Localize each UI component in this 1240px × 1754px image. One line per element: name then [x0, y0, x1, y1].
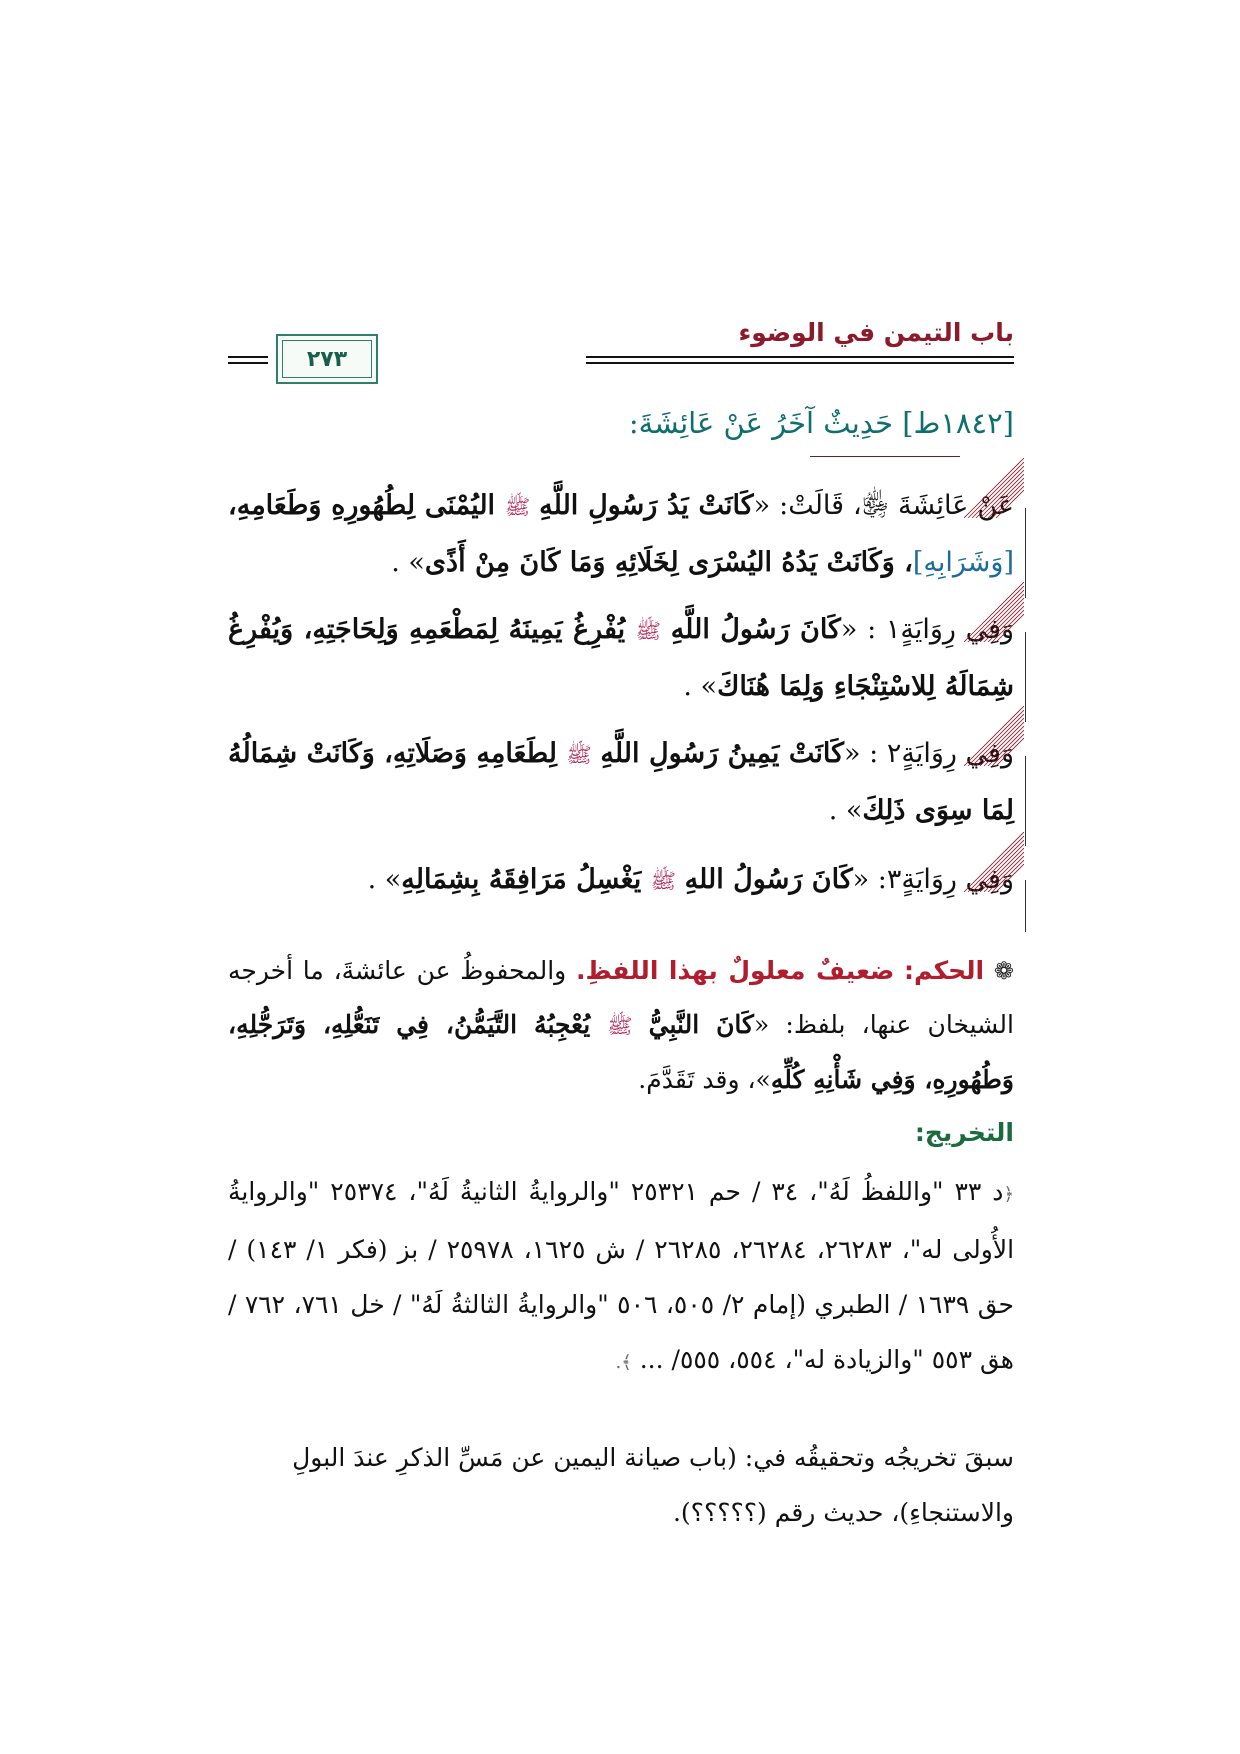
narration-text	[228, 726, 1014, 839]
narration-block	[228, 478, 1014, 591]
closing-quote: » .	[683, 671, 718, 702]
cross-reference-note: سبقَ تخريجُه وتحقيقُه في: (باب صيانة اليمين عن مَسِّ الذكرِ عندَ البولِ والاستنجاءِ)، حديث رقم (؟؟؟؟؟).	[292, 1443, 1014, 1527]
salutation-glyph: ﷺ	[650, 869, 676, 893]
quoted-hadith: يُعْجِبُهُ التَّيَمُّنُ، فِي تَنَعُّلِهِ، وَتَرَجُّلِهِ، وَطُهُورِهِ، وَفِي شَأْنِهِ كُلِّهِ	[228, 1010, 1014, 1094]
narration-lead: وَفِي رِوَايَةٍ١ : «	[840, 614, 1015, 645]
ruling-text: والمحفوظُ عن عائشةَ، ما أخرجه الشيخان عنها، بلفظ: «	[228, 956, 1014, 1039]
chapter-title: باب التيمن في الوضوء	[738, 318, 1014, 347]
header-rule	[228, 356, 268, 358]
divider	[810, 456, 960, 457]
takhrij-text: د ٣٣ "واللفظُ لَهُ"، ٣٤ / حم ٢٥٣٢١ "والروايةُ الثانيةُ لَهُ"، ٢٥٣٧٤ "والروايةُ الأُولى له"، ٢٦٢٨٣، ٢٦٢٨٤، ٢٦٢٨٥ / ش ١٦٢٥، ٢٥٩٧٨ / بز (فكر ١/ ١٤٣) / حق ١٦٣٩ / الطبري (إمام ٢/ ٥٠٥، ٥٠٦ "والروايةُ الثالثةُ لَهُ" / خل ٧٦١، ٧٦٢ / هق ٥٥٣ "والزيادة له"، ٥٥٤، ٥٥٥/ ...	[228, 1177, 1015, 1374]
side-rule	[1025, 508, 1026, 598]
narration-lead: وَفِي رِوَايَةٍ٢ : «	[844, 738, 1014, 769]
narration-block	[228, 726, 1014, 839]
salutation-glyph: ﷺ	[635, 619, 662, 643]
quoted-hadith: كَانَ النَّبِيُّ	[648, 1010, 754, 1039]
ruling-verdict: ضعيفٌ معلولٌ بهذا اللفظِ.	[575, 956, 895, 985]
ruling-label: الحكم:	[904, 956, 985, 985]
takhrij-paragraph	[228, 1164, 1014, 1390]
page-number-badge	[276, 334, 378, 384]
hadith-text: ، وَكَانَتْ يَدُهُ اليُسْرَى لِخَلَائِهِ وَمَا كَانَ مِنْ أَذًى	[424, 547, 913, 578]
hadith-text: كَانَتْ يَمِينُ رَسُولِ اللَّهِ	[600, 738, 844, 769]
hadith-text: اليُمْنَى لِطُهُورِهِ وَطَعَامِهِ،	[228, 490, 505, 521]
hadith-text: كَانَ رَسُولُ اللهِ	[684, 864, 853, 895]
narration-text	[228, 478, 1014, 591]
hadith-text: كَانَ رَسُولُ اللَّهِ	[670, 614, 841, 645]
side-rule	[1025, 632, 1026, 722]
hadith-text: يُفْرِغُ يَمِينَهُ لِمَطْعَمِهِ وَلِحَاجَتِهِ، وَيُفْرِغُ شِمَالَهُ لِلاسْتِنْجَاءِ وَلِمَا هُنَاكَ	[228, 614, 1014, 702]
addition-text: [وَشَرَابِهِ]	[912, 547, 1014, 578]
hadith-heading: [١٨٤٢ط] حَدِيثٌ آخَرُ عَنْ عَائِشَةَ:	[628, 406, 1014, 440]
takhrij-heading: التخريج:	[914, 1118, 1014, 1147]
header-rule	[586, 362, 1014, 364]
side-rule	[1025, 880, 1026, 932]
hadith-text: كَانَتْ يَدُ رَسُولِ اللَّهِ	[539, 490, 754, 521]
narration-lead: عَنْ عَائِشَةَ ﵂، قَالَتْ: «	[753, 490, 1014, 521]
corner-ornament-icon	[964, 706, 1024, 766]
closing-quote: » .	[367, 864, 402, 895]
salutation-glyph: ﷺ	[607, 1014, 633, 1038]
hadith-text: لِطَعَامِهِ وَصَلَاتِهِ، وَكَانَتْ شِمَالُهُ لِمَا سِوَى ذَلِكَ	[228, 738, 1014, 826]
bracket-close-icon: ﴾.	[615, 1352, 632, 1373]
narration-block	[228, 852, 1014, 909]
corner-ornament-icon	[964, 458, 1024, 518]
side-rule	[1025, 756, 1026, 846]
narration-block	[228, 602, 1014, 715]
header-rule	[586, 356, 1014, 358]
ruling-end: »، وقد تَقَدَّمَ.	[638, 1065, 771, 1094]
header-rule	[228, 362, 268, 364]
hadith-text: يَغْسِلُ مَرَافِقَهُ بِشِمَالِهِ	[401, 864, 651, 895]
bracket-open-icon: ﴿	[1003, 1184, 1014, 1205]
closing-quote: » .	[828, 795, 863, 826]
page-header	[228, 312, 1014, 382]
flower-icon: ❁	[993, 957, 1015, 985]
narration-text	[228, 602, 1014, 715]
ruling-paragraph	[228, 944, 1014, 1107]
salutation-glyph: ﷺ	[566, 743, 592, 767]
salutation-glyph: ﷺ	[504, 495, 531, 519]
corner-ornament-icon	[964, 832, 1024, 892]
closing-quote: » .	[391, 547, 425, 578]
narration-text	[228, 852, 1014, 909]
corner-ornament-icon	[964, 582, 1024, 642]
page-number: ٢٧٣	[306, 346, 348, 372]
narration-lead: وَفِي رِوَايَةٍ٣: «	[852, 864, 1014, 895]
